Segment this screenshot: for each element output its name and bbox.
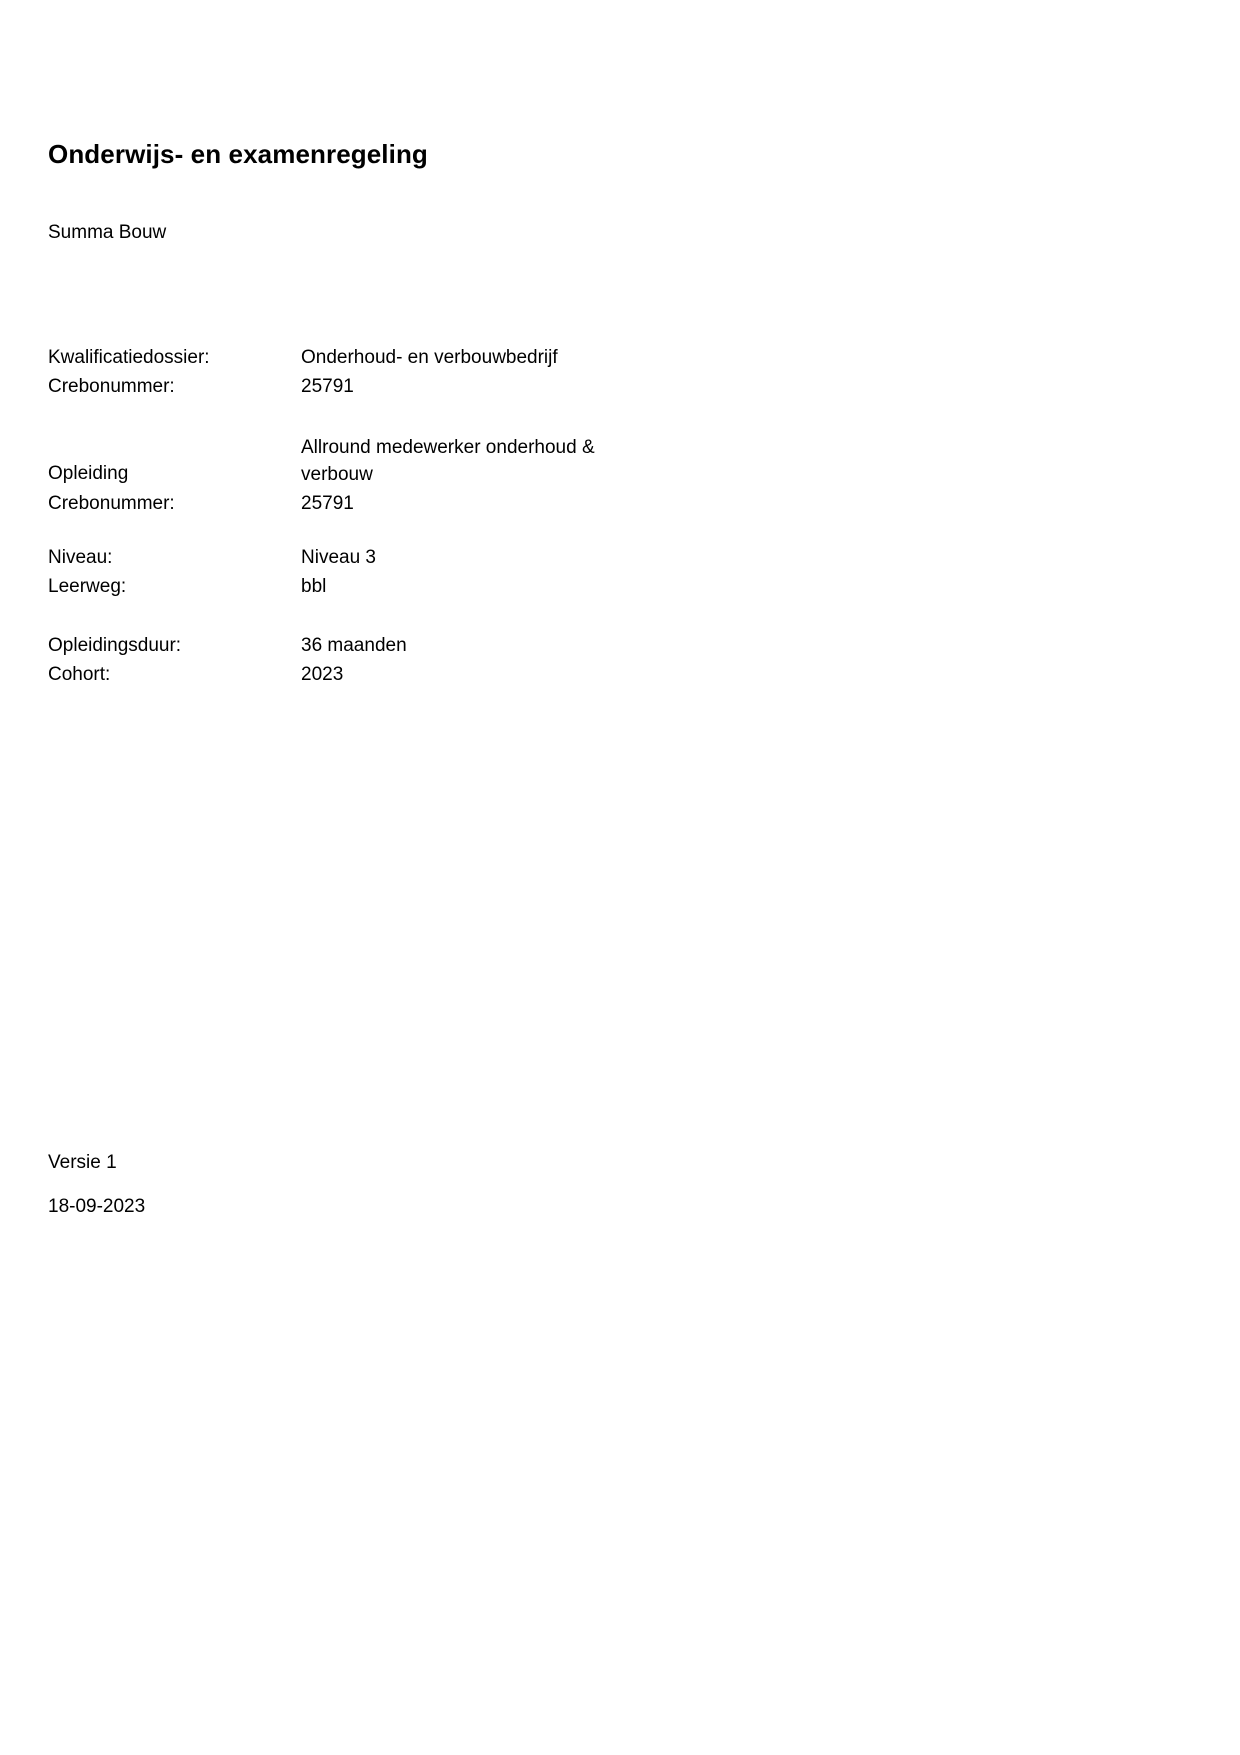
page-title: Onderwijs- en examenregeling [48,139,428,170]
info-value: 25791 [301,375,354,397]
info-block-opleiding [48,435,848,520]
info-row [48,574,848,601]
info-row [48,633,848,660]
info-block-niveau-leerweg [48,545,848,603]
info-label: Kwalificatiedossier: [48,347,210,368]
info-block-kwalificatie [48,345,848,403]
info-value: 25791 [301,492,354,514]
info-value: Onderhoud- en verbouwbedrijf [301,347,558,368]
organisation-name: Summa Bouw [48,222,167,243]
info-value: bbl [301,575,327,597]
info-label: Crebonummer: [48,492,175,514]
info-row [48,545,848,572]
info-label: Opleidingsduur: [48,635,182,656]
document-date: 18-09-2023 [48,1196,146,1217]
info-label: Cohort: [48,663,111,685]
info-label: Leerweg: [48,575,127,597]
info-value: Niveau 3 [301,547,376,568]
info-row [48,491,848,518]
info-label: Opleiding [48,462,129,484]
info-row [48,345,848,372]
info-value: 2023 [301,663,344,685]
info-row [48,435,848,489]
info-label: Niveau: [48,547,113,568]
info-row [48,374,848,401]
info-block-duur-cohort [48,633,848,691]
info-value: Allround medewerker onderhoud & verbouw [301,437,595,485]
info-row [48,662,848,689]
info-value: 36 maanden [301,635,407,656]
document-version: Versie 1 [48,1152,117,1173]
info-label: Crebonummer: [48,375,175,397]
